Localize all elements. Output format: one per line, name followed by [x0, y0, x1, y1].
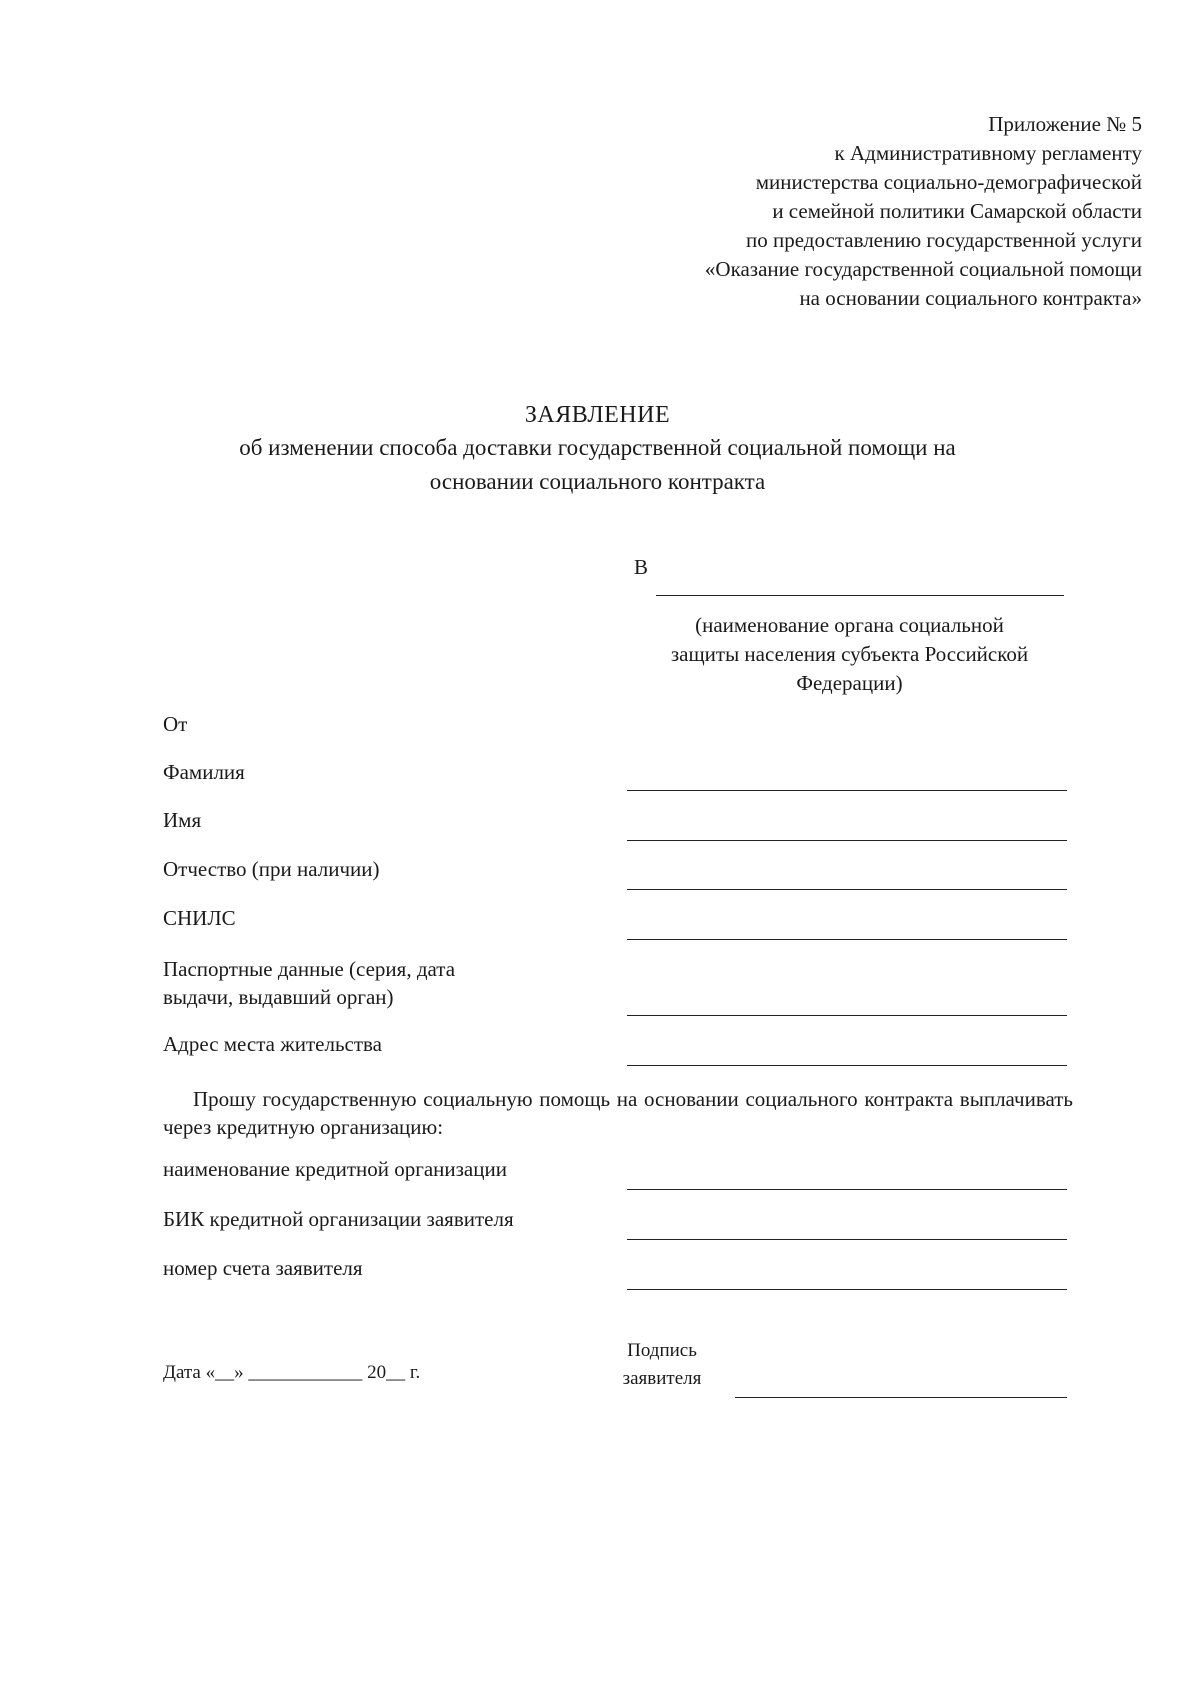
- recipient-prefix: В: [634, 555, 649, 579]
- patronymic-field-line[interactable]: [627, 889, 1067, 890]
- signature-caption-line-2: заявителя: [622, 1368, 702, 1389]
- signature-caption-line-1: Подпись: [627, 1340, 697, 1361]
- bank-name-label: наименование кредитной организации: [163, 1157, 507, 1181]
- recipient-field-line[interactable]: [656, 595, 1064, 596]
- recipient-caption-line-1: (наименование органа социальной: [695, 613, 1004, 637]
- appendix-line-ministry: министерства социально-демографической: [755, 170, 1142, 194]
- document-heading: [60, 400, 1135, 498]
- document-title: ЗАЯВЛЕНИЕ: [524, 402, 671, 428]
- snils-field-line[interactable]: [627, 939, 1067, 940]
- bank-bik-label: БИК кредитной организации заявителя: [163, 1207, 514, 1231]
- surname-label: Фамилия: [163, 760, 245, 784]
- passport-label-line-2: выдачи, выдавший орган): [163, 985, 394, 1009]
- appendix-line-contract: на основании социального контракта»: [799, 286, 1142, 310]
- recipient-caption: [632, 611, 1067, 698]
- passport-field-line[interactable]: [627, 1015, 1067, 1016]
- patronymic-label: Отчество (при наличии): [163, 857, 380, 881]
- bank-bik-field-line[interactable]: [627, 1239, 1067, 1240]
- account-number-label: номер счета заявителя: [163, 1256, 363, 1280]
- snils-label: СНИЛС: [163, 906, 236, 930]
- request-text: Прошу государственную социальную помощь на основании социального контракта выплачивать через кредитную организацию:: [163, 1087, 1073, 1139]
- appendix-line-service-name: «Оказание государственной социальной помощи: [704, 257, 1142, 281]
- surname-field-line[interactable]: [627, 790, 1067, 791]
- passport-label: [163, 955, 455, 1011]
- address-field-line[interactable]: [627, 1065, 1067, 1066]
- appendix-line-number: Приложение № 5: [988, 112, 1142, 136]
- from-label: От: [163, 712, 188, 736]
- signature-field-line[interactable]: [735, 1397, 1067, 1398]
- document-subtitle-line-1: об изменении способа доставки государственной социальной помощи на: [239, 435, 956, 460]
- appendix-note: [582, 110, 1142, 313]
- account-number-field-line[interactable]: [627, 1289, 1067, 1290]
- passport-label-line-1: Паспортные данные (серия, дата: [163, 957, 456, 981]
- date-field[interactable]: Дата «__» ____________ 20__ г.: [163, 1362, 421, 1383]
- signature-caption: [612, 1337, 712, 1393]
- appendix-line-policy: и семейной политики Самарской области: [772, 199, 1142, 223]
- recipient-caption-line-2: защиты населения субъекта Российской: [670, 642, 1029, 666]
- recipient-caption-line-3: Федерации): [796, 671, 903, 695]
- bank-name-field-line[interactable]: [627, 1189, 1067, 1190]
- name-field-line[interactable]: [627, 840, 1067, 841]
- appendix-line-service: по предоставлению государственной услуги: [746, 228, 1142, 252]
- appendix-line-regulation: к Административному регламенту: [834, 141, 1142, 165]
- name-label: Имя: [163, 808, 202, 832]
- document-subtitle-line-2: основании социального контракта: [429, 469, 766, 494]
- address-label: Адрес места жительства: [163, 1032, 382, 1056]
